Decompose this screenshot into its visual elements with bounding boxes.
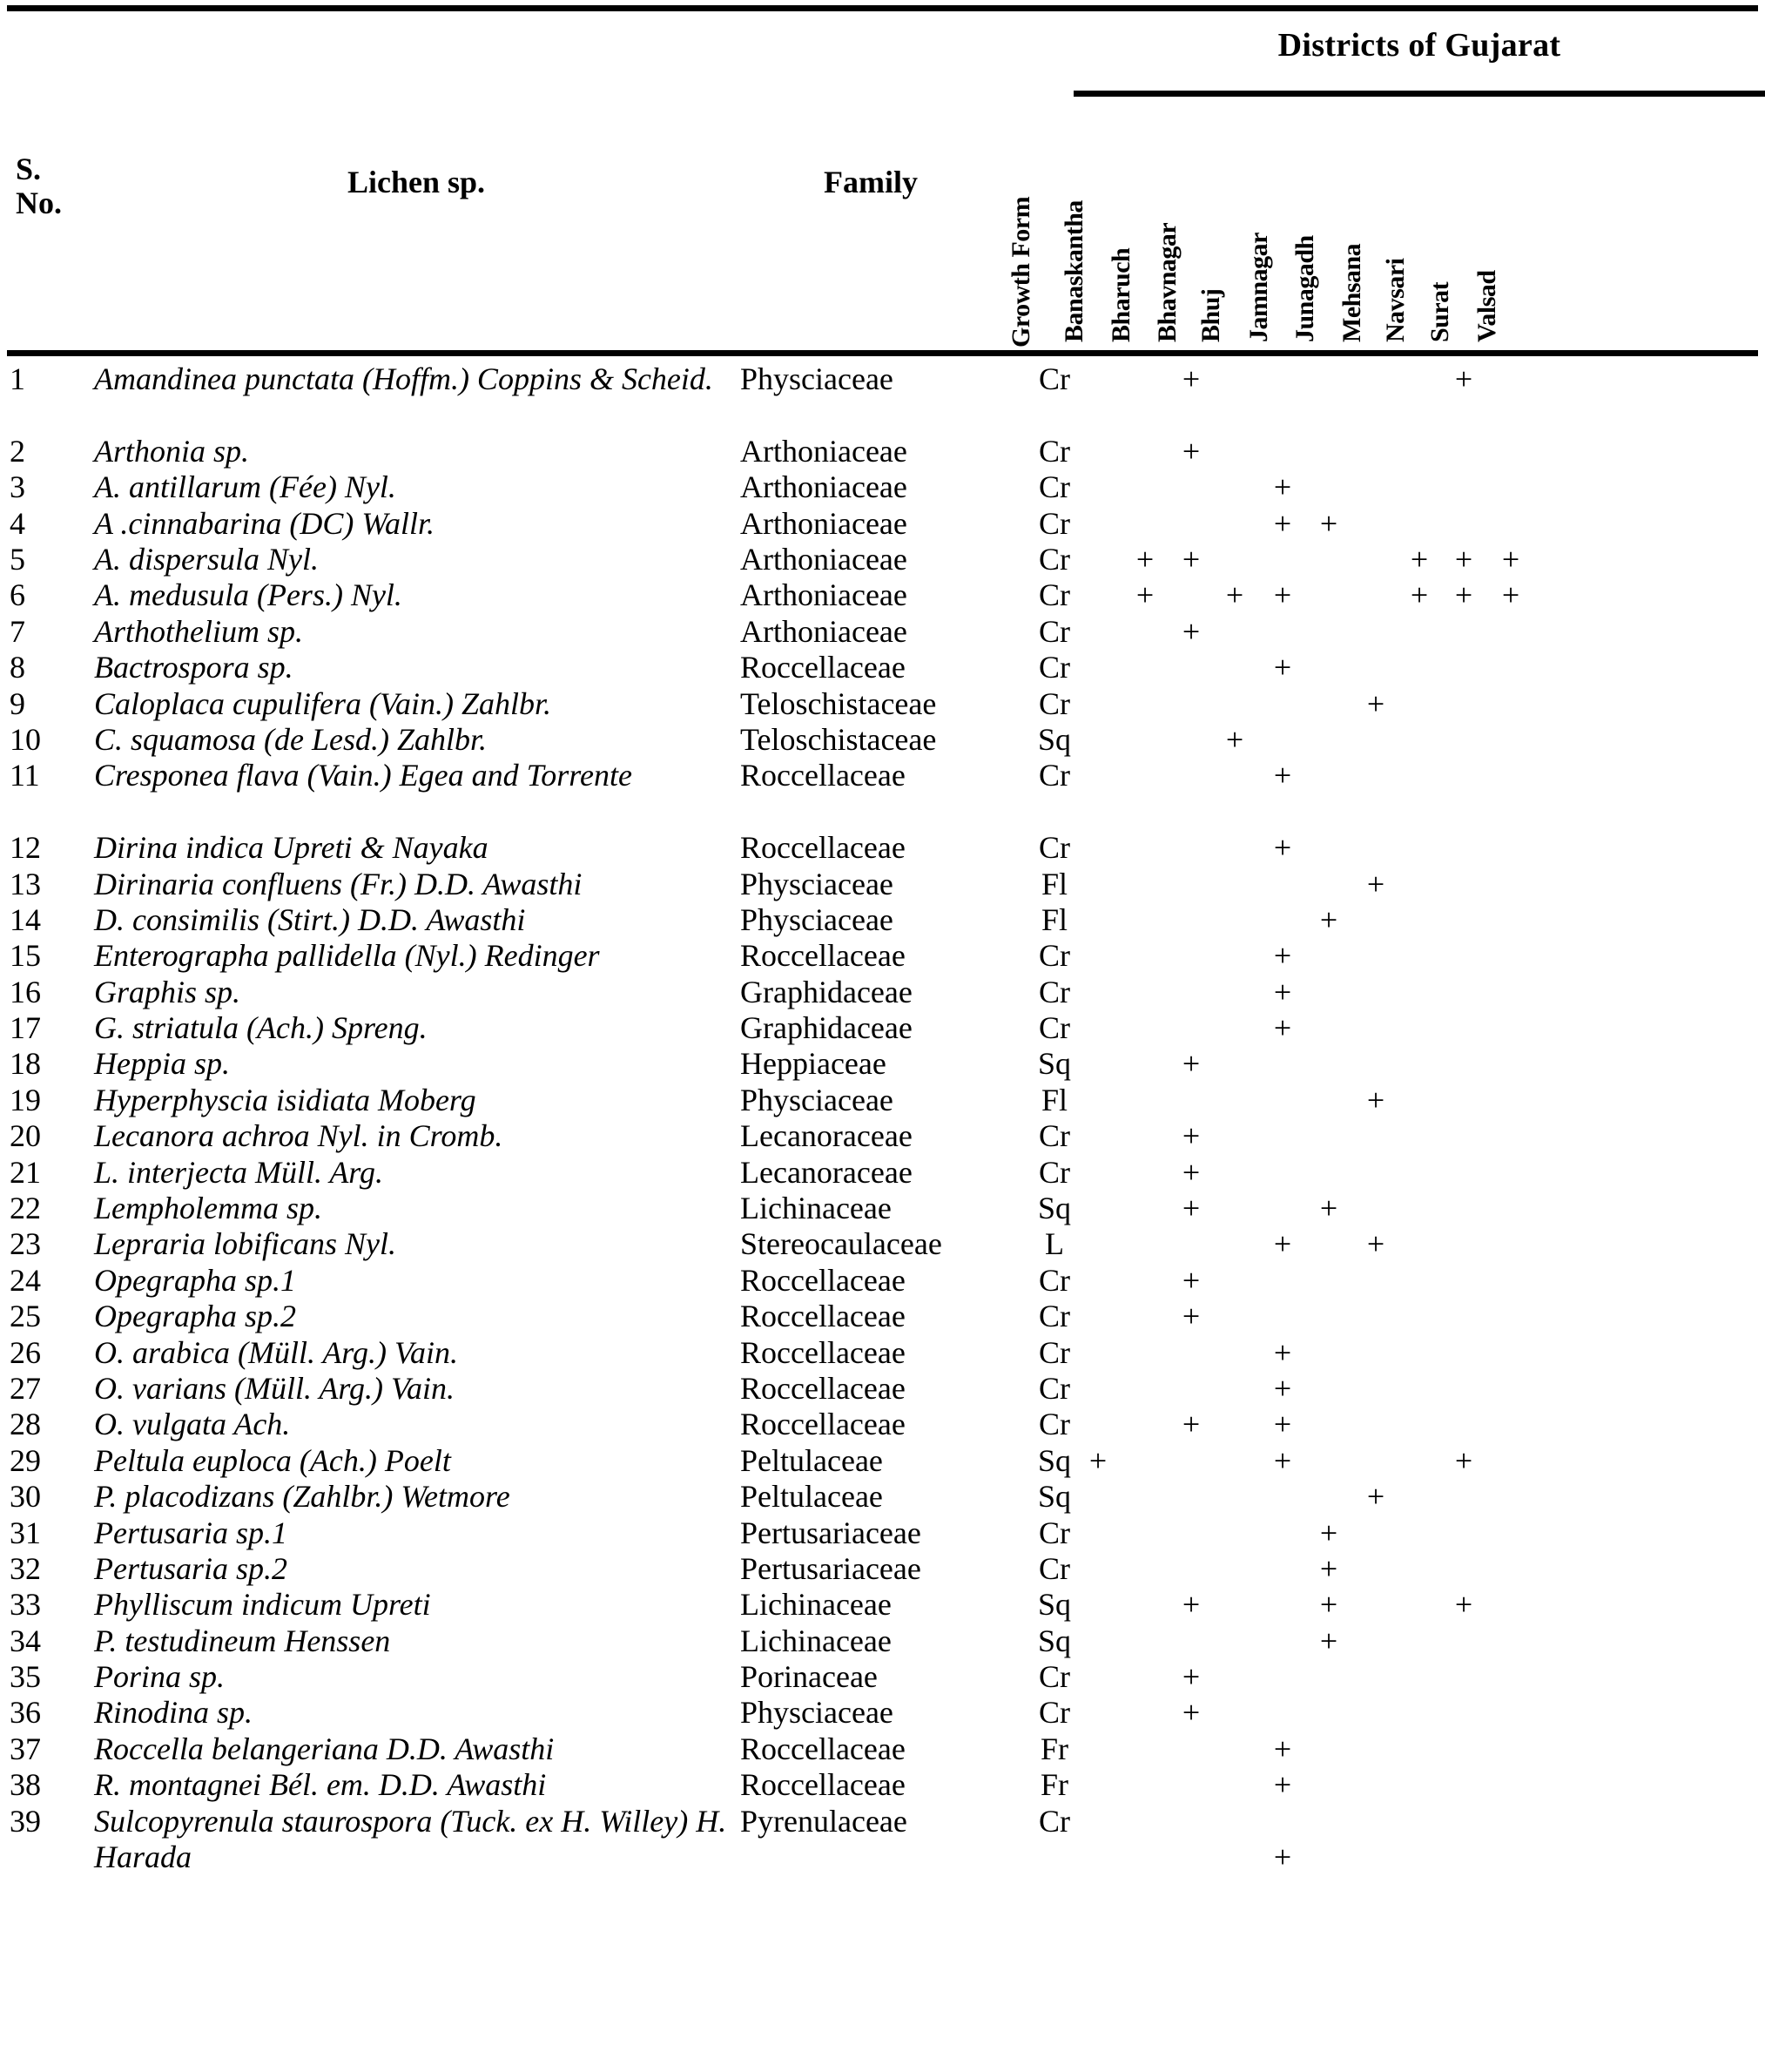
row-species-name: C. squamosa (de Lesd.) Zahlbr. <box>94 721 488 757</box>
row-serial-number: 16 <box>10 974 41 1009</box>
row-family: Peltulaceae <box>740 1442 883 1478</box>
table-row <box>7 1299 1758 1334</box>
row-species-name: Arthothelium sp. <box>94 613 303 649</box>
row-serial-number: 6 <box>10 577 25 613</box>
table-header <box>7 0 1758 361</box>
presence-mark-bhavnagar: + <box>1182 541 1201 577</box>
table-row <box>7 1695 1758 1731</box>
row-family: Arthoniaceae <box>740 469 907 505</box>
presence-mark-jamnagar: + <box>1273 1370 1292 1406</box>
table-body <box>7 361 1758 1875</box>
row-growth-form: Fl <box>1041 901 1068 937</box>
table-top-rule <box>7 5 1758 11</box>
presence-mark-jamnagar: + <box>1273 1442 1292 1478</box>
header-growth-form: Growth Form <box>1007 196 1035 348</box>
row-family: Stereocaulaceae <box>740 1226 942 1262</box>
table-row <box>7 1046 1758 1082</box>
presence-mark-bhavnagar: + <box>1182 1191 1201 1226</box>
table-row <box>7 1083 1758 1118</box>
row-serial-number: 36 <box>10 1695 41 1731</box>
table-row <box>7 1263 1758 1299</box>
presence-mark-jamnagar: + <box>1273 577 1292 613</box>
row-serial-number: 13 <box>10 866 41 901</box>
row-growth-form: Cr <box>1039 1407 1070 1442</box>
presence-mark-junagadh: + <box>1319 1515 1338 1550</box>
row-growth-form: Cr <box>1039 1515 1070 1550</box>
header-district-navsari: Navsari <box>1381 258 1410 342</box>
row-family: Roccellaceae <box>740 1370 906 1406</box>
row-species-name: Dirinaria confluens (Fr.) D.D. Awasthi <box>94 866 583 901</box>
presence-mark-jamnagar: + <box>1273 1839 1292 1875</box>
row-species-name: P. testudineum Henssen <box>94 1623 391 1658</box>
row-family: Porinaceae <box>740 1659 878 1695</box>
table-row <box>7 1010 1758 1046</box>
presence-mark-valsad: + <box>1501 541 1520 577</box>
row-family: Lecanoraceae <box>740 1154 913 1190</box>
row-family: Physciaceae <box>740 361 893 396</box>
row-growth-form: Sq <box>1037 721 1072 757</box>
row-family: Physciaceae <box>740 1695 893 1731</box>
row-species-name: Caloplaca cupulifera (Vain.) Zahlbr. <box>94 685 551 721</box>
row-family: Arthoniaceae <box>740 505 907 541</box>
row-species-name: Enterographa pallidella (Nyl.) Redinger <box>94 938 600 974</box>
row-species-name: O. varians (Müll. Arg.) Vain. <box>94 1370 455 1406</box>
row-family: Lichinaceae <box>740 1623 892 1658</box>
row-serial-number: 12 <box>10 830 41 866</box>
row-growth-form: Cr <box>1039 1659 1070 1695</box>
row-serial-number: 2 <box>10 433 25 469</box>
presence-mark-jamnagar: + <box>1273 469 1292 505</box>
row-serial-number: 10 <box>10 721 41 757</box>
row-growth-form: Cr <box>1039 1370 1070 1406</box>
row-species-name: Opegrapha sp.2 <box>94 1299 296 1334</box>
row-growth-form: Cr <box>1039 830 1070 866</box>
table-row <box>7 938 1758 974</box>
table-row <box>7 758 1758 830</box>
row-family: Arthoniaceae <box>740 613 907 649</box>
row-growth-form: Cr <box>1039 974 1070 1009</box>
table-row <box>7 1155 1758 1191</box>
presence-mark-bhavnagar: + <box>1182 1262 1201 1298</box>
row-growth-form: Cr <box>1039 1010 1070 1046</box>
presence-mark-mehsana: + <box>1366 1226 1385 1262</box>
row-species-name: A. antillarum (Fée) Nyl. <box>94 469 396 505</box>
presence-mark-banaskantha: + <box>1088 1442 1108 1478</box>
table-row <box>7 1804 1758 1876</box>
presence-mark-jamnagar: + <box>1273 974 1292 1009</box>
presence-mark-surat: + <box>1454 1442 1473 1478</box>
presence-mark-bhavnagar: + <box>1182 1659 1201 1695</box>
table-row <box>7 975 1758 1010</box>
row-species-name: Sulcopyrenula staurospora (Tuck. ex H. Willey) H. Harada <box>94 1803 727 1875</box>
row-species-name: Heppia sp. <box>94 1046 230 1082</box>
table-row <box>7 1226 1758 1262</box>
row-growth-form: Sq <box>1037 1479 1072 1515</box>
presence-mark-surat: + <box>1454 541 1473 577</box>
row-growth-form: Cr <box>1039 433 1070 469</box>
presence-mark-bhuj: + <box>1225 721 1244 757</box>
presence-mark-surat: + <box>1454 1587 1473 1623</box>
presence-mark-jamnagar: + <box>1273 1731 1292 1766</box>
presence-mark-jamnagar: + <box>1273 938 1292 974</box>
row-species-name: Hyperphyscia isidiata Moberg <box>94 1082 476 1117</box>
row-species-name: R. montagnei Bél. em. D.D. Awasthi <box>94 1767 547 1803</box>
districts-group-rule <box>1074 91 1765 97</box>
row-species-name: Lepraria lobificans Nyl. <box>94 1226 397 1262</box>
table-row <box>7 686 1758 722</box>
row-family: Lecanoraceae <box>740 1118 913 1154</box>
row-serial-number: 7 <box>10 613 25 649</box>
row-growth-form: Sq <box>1037 1442 1072 1478</box>
presence-mark-surat: + <box>1454 361 1473 396</box>
presence-mark-jamnagar: + <box>1273 1767 1292 1803</box>
row-growth-form: Fr <box>1040 1767 1068 1803</box>
row-serial-number: 15 <box>10 938 41 974</box>
row-serial-number: 30 <box>10 1479 41 1515</box>
table-row <box>7 434 1758 469</box>
table-row <box>7 577 1758 613</box>
table-row <box>7 830 1758 866</box>
table-row <box>7 1659 1758 1695</box>
header-lichen-sp: Lichen sp. <box>347 165 486 199</box>
row-family: Arthoniaceae <box>740 433 907 469</box>
row-family: Physciaceae <box>740 1082 893 1117</box>
header-district-banaskantha: Banaskantha <box>1060 200 1088 342</box>
row-family: Arthoniaceae <box>740 577 907 613</box>
row-growth-form: L <box>1045 1226 1064 1262</box>
row-growth-form: Cr <box>1039 613 1070 649</box>
header-district-mehsana: Mehsana <box>1337 243 1366 342</box>
row-growth-form: Cr <box>1039 1695 1070 1731</box>
presence-mark-navsari: + <box>1410 541 1429 577</box>
row-serial-number: 29 <box>10 1442 41 1478</box>
row-family: Pertusariaceae <box>740 1515 921 1550</box>
presence-mark-bharuch: + <box>1135 577 1155 613</box>
row-serial-number: 23 <box>10 1226 41 1262</box>
presence-mark-bhavnagar: + <box>1182 361 1201 396</box>
row-species-name: Pertusaria sp.2 <box>94 1550 288 1586</box>
row-species-name: A .cinnabarina (DC) Wallr. <box>94 505 435 541</box>
row-species-name: Opegrapha sp.1 <box>94 1262 296 1298</box>
districts-group-header: Districts of Gujarat <box>1277 27 1561 64</box>
row-growth-form: Sq <box>1037 1623 1072 1658</box>
row-growth-form: Cr <box>1039 1334 1070 1370</box>
row-family: Graphidaceae <box>740 974 913 1009</box>
table-row <box>7 1479 1758 1515</box>
presence-mark-jamnagar: + <box>1273 830 1292 866</box>
presence-mark-bhavnagar: + <box>1182 1695 1201 1731</box>
row-species-name: Pertusaria sp.1 <box>94 1515 288 1550</box>
row-growth-form: Cr <box>1039 1550 1070 1586</box>
presence-mark-jamnagar: + <box>1273 1010 1292 1046</box>
row-family: Roccellaceae <box>740 650 906 685</box>
presence-mark-mehsana: + <box>1366 1479 1385 1515</box>
row-serial-number: 32 <box>10 1550 41 1586</box>
row-growth-form: Cr <box>1039 577 1070 613</box>
row-family: Arthoniaceae <box>740 541 907 577</box>
row-family: Roccellaceae <box>740 1731 906 1766</box>
row-species-name: Rinodina sp. <box>94 1695 253 1731</box>
presence-mark-valsad: + <box>1501 577 1520 613</box>
row-serial-number: 20 <box>10 1118 41 1154</box>
row-family: Lichinaceae <box>740 1587 892 1623</box>
presence-mark-jamnagar: + <box>1273 758 1292 793</box>
row-family: Roccellaceae <box>740 938 906 974</box>
row-family: Peltulaceae <box>740 1479 883 1515</box>
header-family: Family <box>824 165 918 199</box>
presence-mark-jamnagar: + <box>1273 650 1292 685</box>
row-family: Teloschistaceae <box>740 721 937 757</box>
row-growth-form: Fl <box>1041 1082 1068 1117</box>
presence-mark-bhavnagar: + <box>1182 1154 1201 1190</box>
header-s-no-line2: No. <box>16 185 62 220</box>
row-species-name: Amandinea punctata (Hoffm.) Coppins & Scheid. <box>94 361 713 396</box>
row-species-name: L. interjecta Müll. Arg. <box>94 1154 383 1190</box>
table-row <box>7 1443 1758 1479</box>
table-row <box>7 469 1758 505</box>
presence-mark-mehsana: + <box>1366 866 1385 901</box>
row-serial-number: 37 <box>10 1731 41 1766</box>
row-species-name: Cresponea flava (Vain.) Egea and Torrente <box>94 758 632 793</box>
row-species-name: Graphis sp. <box>94 974 241 1009</box>
presence-mark-bhavnagar: + <box>1182 1299 1201 1334</box>
presence-mark-navsari: + <box>1410 577 1429 613</box>
row-serial-number: 34 <box>10 1623 41 1658</box>
presence-mark-junagadh: + <box>1319 505 1338 541</box>
presence-mark-junagadh: + <box>1319 1587 1338 1623</box>
row-growth-form: Sq <box>1037 1587 1072 1623</box>
row-serial-number: 24 <box>10 1262 41 1298</box>
row-family: Pyrenulaceae <box>740 1803 907 1839</box>
presence-mark-jamnagar: + <box>1273 1334 1292 1370</box>
presence-mark-junagadh: + <box>1319 901 1338 937</box>
row-serial-number: 18 <box>10 1046 41 1082</box>
row-species-name: O. vulgata Ach. <box>94 1407 291 1442</box>
row-growth-form: Cr <box>1039 938 1070 974</box>
table-row <box>7 1731 1758 1767</box>
row-serial-number: 3 <box>10 469 25 505</box>
row-species-name: Phylliscum indicum Upreti <box>94 1587 431 1623</box>
row-species-name: D. consimilis (Stirt.) D.D. Awasthi <box>94 901 526 937</box>
table-row <box>7 722 1758 758</box>
presence-mark-surat: + <box>1454 577 1473 613</box>
presence-mark-bharuch: + <box>1135 541 1155 577</box>
row-growth-form: Cr <box>1039 1299 1070 1334</box>
row-family: Physciaceae <box>740 901 893 937</box>
row-species-name: O. arabica (Müll. Arg.) Vain. <box>94 1334 458 1370</box>
row-family: Roccellaceae <box>740 1407 906 1442</box>
header-district-junagadh: Junagadh <box>1290 235 1319 342</box>
row-serial-number: 17 <box>10 1010 41 1046</box>
table-row <box>7 1191 1758 1226</box>
row-growth-form: Cr <box>1039 1262 1070 1298</box>
row-species-name: G. striatula (Ach.) Spreng. <box>94 1010 428 1046</box>
row-growth-form: Cr <box>1039 1803 1070 1839</box>
row-serial-number: 38 <box>10 1767 41 1803</box>
row-growth-form: Sq <box>1037 1046 1072 1082</box>
row-family: Physciaceae <box>740 866 893 901</box>
presence-mark-bhavnagar: + <box>1182 1046 1201 1082</box>
row-growth-form: Cr <box>1039 650 1070 685</box>
row-serial-number: 8 <box>10 650 25 685</box>
table-header-rule <box>7 350 1758 356</box>
row-growth-form: Cr <box>1039 361 1070 396</box>
presence-mark-jamnagar: + <box>1273 1407 1292 1442</box>
table-row <box>7 1587 1758 1623</box>
header-district-jamnagar: Jamnagar <box>1244 233 1273 342</box>
presence-mark-junagadh: + <box>1319 1550 1338 1586</box>
row-growth-form: Cr <box>1039 505 1070 541</box>
presence-mark-bhavnagar: + <box>1182 1407 1201 1442</box>
table-row <box>7 1118 1758 1154</box>
table-row <box>7 1623 1758 1659</box>
table-row <box>7 361 1758 434</box>
row-growth-form: Cr <box>1039 758 1070 793</box>
table-row <box>7 1515 1758 1551</box>
row-species-name: Arthonia sp. <box>94 433 250 469</box>
table-row <box>7 1551 1758 1587</box>
row-serial-number: 4 <box>10 505 25 541</box>
row-serial-number: 31 <box>10 1515 41 1550</box>
row-growth-form: Cr <box>1039 541 1070 577</box>
row-serial-number: 1 <box>10 361 25 396</box>
row-species-name: A. medusula (Pers.) Nyl. <box>94 577 402 613</box>
row-species-name: Lecanora achroa Nyl. in Cromb. <box>94 1118 503 1154</box>
row-serial-number: 14 <box>10 901 41 937</box>
row-species-name: Lempholemma sp. <box>94 1191 322 1226</box>
presence-mark-bhavnagar: + <box>1182 433 1201 469</box>
row-family: Lichinaceae <box>740 1191 892 1226</box>
row-species-name: Bactrospora sp. <box>94 650 293 685</box>
row-growth-form: Cr <box>1039 685 1070 721</box>
row-serial-number: 27 <box>10 1370 41 1406</box>
presence-mark-jamnagar: + <box>1273 1226 1292 1262</box>
row-species-name: Porina sp. <box>94 1659 226 1695</box>
row-family: Graphidaceae <box>740 1010 913 1046</box>
presence-mark-junagadh: + <box>1319 1623 1338 1658</box>
header-district-bharuch: Bharuch <box>1107 247 1135 342</box>
row-species-name: P. placodizans (Zahlbr.) Wetmore <box>94 1479 510 1515</box>
row-family: Heppiaceae <box>740 1046 886 1082</box>
presence-mark-mehsana: + <box>1366 1082 1385 1117</box>
row-species-name: Roccella belangeriana D.D. Awasthi <box>94 1731 555 1766</box>
row-serial-number: 26 <box>10 1334 41 1370</box>
row-species-name: Peltula euploca (Ach.) Poelt <box>94 1442 451 1478</box>
row-serial-number: 39 <box>10 1803 41 1839</box>
table-row <box>7 614 1758 650</box>
row-serial-number: 25 <box>10 1299 41 1334</box>
row-family: Roccellaceae <box>740 830 906 866</box>
table-row <box>7 506 1758 542</box>
row-family: Roccellaceae <box>740 1767 906 1803</box>
header-district-bhuj: Bhuj <box>1196 288 1225 342</box>
row-species-name: A. dispersula Nyl. <box>94 541 319 577</box>
table-row <box>7 1407 1758 1442</box>
row-growth-form: Cr <box>1039 469 1070 505</box>
presence-mark-bhavnagar: + <box>1182 613 1201 649</box>
presence-mark-bhavnagar: + <box>1182 1587 1201 1623</box>
row-serial-number: 35 <box>10 1659 41 1695</box>
header-s-no <box>16 152 94 220</box>
table-row <box>7 867 1758 902</box>
row-growth-form: Cr <box>1039 1118 1070 1154</box>
table-row <box>7 650 1758 685</box>
row-species-name: Dirina indica Upreti & Nayaka <box>94 830 488 866</box>
row-serial-number: 21 <box>10 1154 41 1190</box>
row-family: Roccellaceae <box>740 1299 906 1334</box>
row-growth-form: Sq <box>1037 1191 1072 1226</box>
row-growth-form: Cr <box>1039 1154 1070 1190</box>
presence-mark-mehsana: + <box>1366 685 1385 721</box>
row-serial-number: 11 <box>10 758 40 793</box>
row-family: Teloschistaceae <box>740 685 937 721</box>
row-growth-form: Fl <box>1041 866 1068 901</box>
row-family: Roccellaceae <box>740 758 906 793</box>
row-serial-number: 9 <box>10 685 25 721</box>
table-row <box>7 542 1758 577</box>
row-serial-number: 28 <box>10 1407 41 1442</box>
header-district-surat: Surat <box>1425 281 1454 342</box>
row-growth-form: Fr <box>1040 1731 1068 1766</box>
row-serial-number: 33 <box>10 1587 41 1623</box>
row-serial-number: 22 <box>10 1191 41 1226</box>
header-s-no-line1: S. <box>16 152 42 186</box>
row-serial-number: 19 <box>10 1082 41 1117</box>
row-family: Roccellaceae <box>740 1334 906 1370</box>
header-district-bhavnagar: Bhavnagar <box>1153 222 1182 342</box>
row-family: Roccellaceae <box>740 1262 906 1298</box>
table-row <box>7 1767 1758 1803</box>
presence-mark-bhuj: + <box>1225 577 1244 613</box>
row-family: Pertusariaceae <box>740 1550 921 1586</box>
table-row <box>7 1335 1758 1371</box>
table-row <box>7 1371 1758 1407</box>
header-district-valsad: Valsad <box>1472 270 1501 342</box>
presence-mark-junagadh: + <box>1319 1191 1338 1226</box>
row-serial-number: 5 <box>10 541 25 577</box>
presence-mark-bhavnagar: + <box>1182 1118 1201 1154</box>
table-row <box>7 902 1758 938</box>
presence-mark-jamnagar: + <box>1273 505 1292 541</box>
